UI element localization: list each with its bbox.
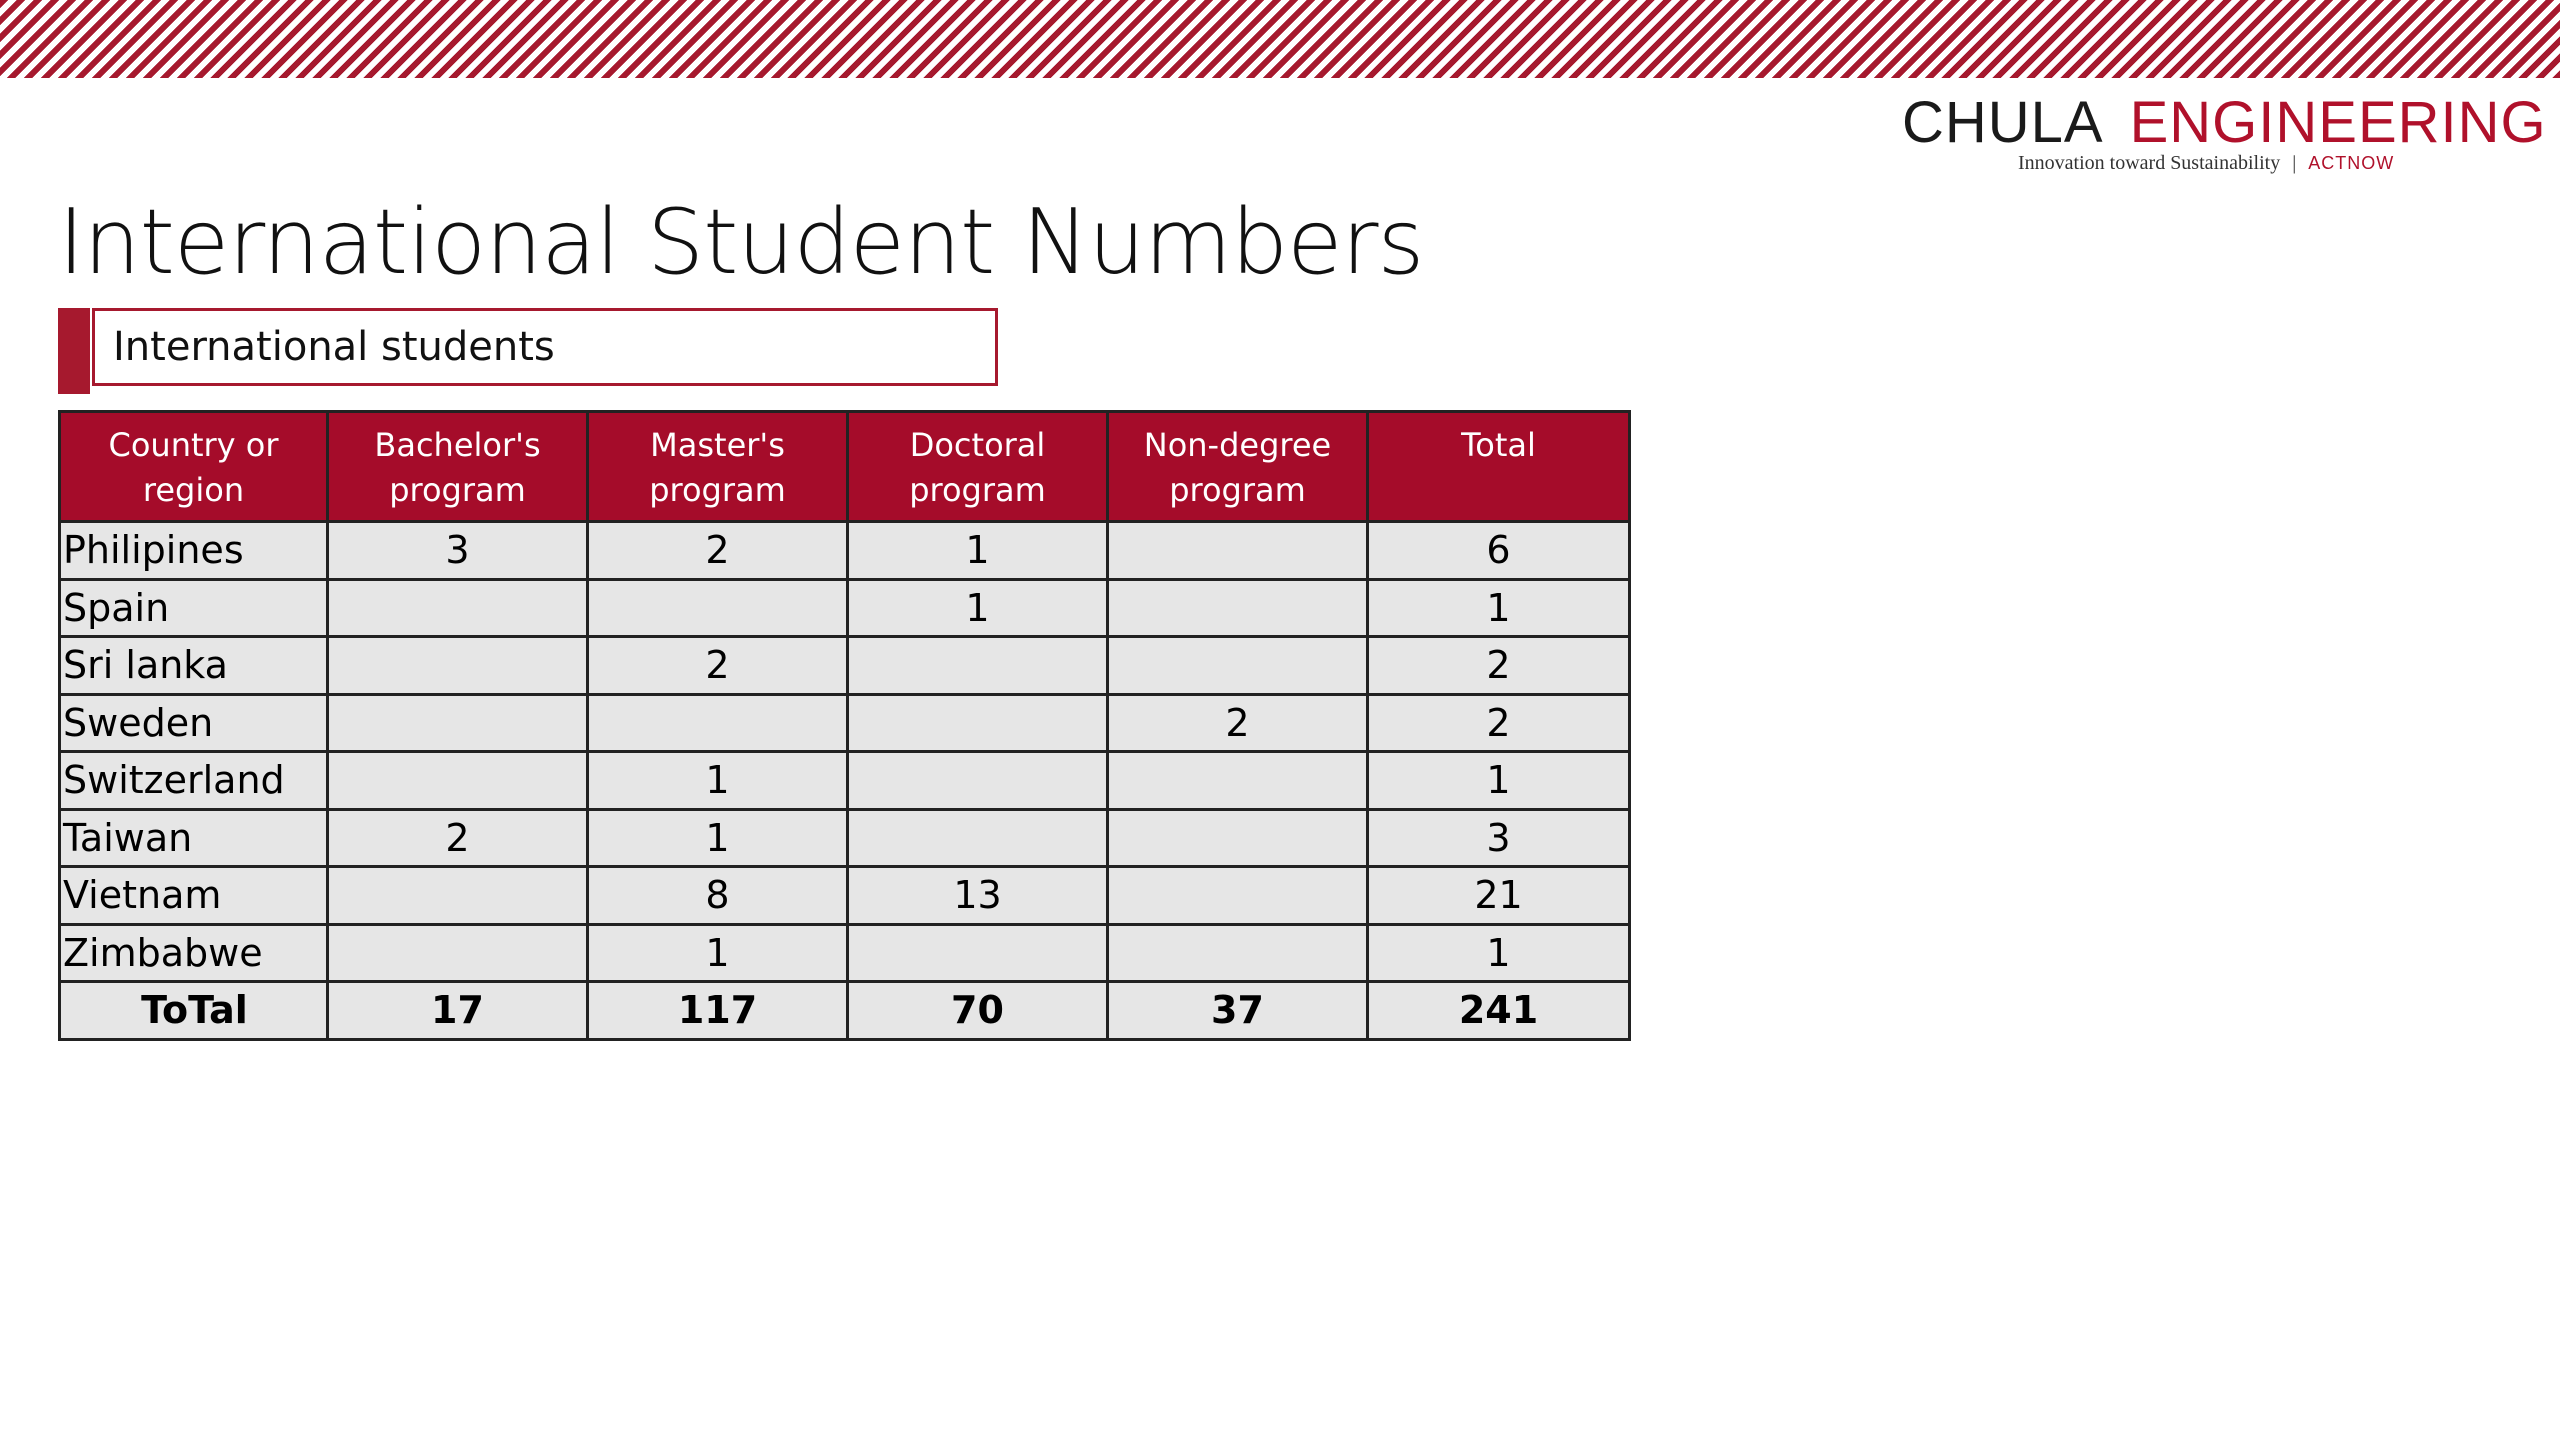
- table-row: [60, 694, 1630, 752]
- table-row: [60, 867, 1630, 925]
- cell-nondegree: [1108, 579, 1368, 637]
- cell-nondegree: [1108, 522, 1368, 580]
- subheading-accent-bar: [58, 308, 90, 394]
- table-header: [60, 412, 1630, 522]
- table-total-row: [60, 982, 1630, 1040]
- cell-bachelor: [328, 752, 588, 810]
- cell-master: 2: [588, 637, 848, 695]
- cell-total-nondegree: 37: [1108, 982, 1368, 1040]
- logo-chula-text: CHULA: [1902, 90, 2104, 155]
- chula-engineering-logo: [1890, 88, 2550, 188]
- subheading-text: International students: [113, 324, 555, 370]
- cell-total: 1: [1368, 579, 1630, 637]
- cell-country: Sri lanka: [60, 637, 328, 695]
- cell-grand-total: 241: [1368, 982, 1630, 1040]
- cell-total: 1: [1368, 924, 1630, 982]
- column-header-total: Total: [1368, 412, 1630, 522]
- cell-total: 2: [1368, 694, 1630, 752]
- table-body: [60, 522, 1630, 1040]
- cell-bachelor: [328, 867, 588, 925]
- column-header-master: Master's program: [588, 412, 848, 522]
- cell-master: 8: [588, 867, 848, 925]
- cell-total: 2: [1368, 637, 1630, 695]
- cell-total: 21: [1368, 867, 1630, 925]
- cell-doctoral: [848, 809, 1108, 867]
- table-row: [60, 752, 1630, 810]
- cell-master: [588, 579, 848, 637]
- cell-doctoral: 13: [848, 867, 1108, 925]
- cell-total: 6: [1368, 522, 1630, 580]
- table-row: [60, 809, 1630, 867]
- cell-bachelor: [328, 924, 588, 982]
- cell-nondegree: [1108, 924, 1368, 982]
- cell-bachelor: [328, 579, 588, 637]
- cell-nondegree: 2: [1108, 694, 1368, 752]
- cell-master: [588, 694, 848, 752]
- tagline-text: Innovation toward Sustainability: [2018, 152, 2281, 174]
- cell-doctoral: [848, 752, 1108, 810]
- cell-nondegree: [1108, 637, 1368, 695]
- cell-country: Philipines: [60, 522, 328, 580]
- cell-doctoral: [848, 924, 1108, 982]
- subheading-box: [92, 308, 998, 386]
- cell-country: Zimbabwe: [60, 924, 328, 982]
- cell-bachelor: 3: [328, 522, 588, 580]
- table-row: [60, 637, 1630, 695]
- cell-total-doctoral: 70: [848, 982, 1108, 1040]
- cell-country: Switzerland: [60, 752, 328, 810]
- cell-bachelor: 2: [328, 809, 588, 867]
- cell-nondegree: [1108, 752, 1368, 810]
- cell-doctoral: [848, 637, 1108, 695]
- cell-master: 1: [588, 924, 848, 982]
- cell-country: Sweden: [60, 694, 328, 752]
- cell-doctoral: 1: [848, 522, 1108, 580]
- decorative-stripe-band: [0, 0, 2560, 78]
- cell-master: 1: [588, 809, 848, 867]
- student-numbers-table: [58, 410, 1631, 1041]
- column-header-country: Country or region: [60, 412, 328, 522]
- column-header-bachelor: Bachelor's program: [328, 412, 588, 522]
- table-header-row: [60, 412, 1630, 522]
- cell-country: Vietnam: [60, 867, 328, 925]
- cell-master: 2: [588, 522, 848, 580]
- cell-total-label: ToTal: [60, 982, 328, 1040]
- table-row: [60, 579, 1630, 637]
- page-title: International Student Numbers: [58, 190, 1424, 295]
- cell-master: 1: [588, 752, 848, 810]
- cell-total: 1: [1368, 752, 1630, 810]
- table-row: [60, 924, 1630, 982]
- column-header-doctoral: Doctoral program: [848, 412, 1108, 522]
- cell-total: 3: [1368, 809, 1630, 867]
- tagline-separator: |: [2292, 152, 2297, 174]
- cell-country: Spain: [60, 579, 328, 637]
- column-header-nondegree: Non-degree program: [1108, 412, 1368, 522]
- cell-bachelor: [328, 694, 588, 752]
- cell-total-master: 117: [588, 982, 848, 1040]
- cell-total-bachelor: 17: [328, 982, 588, 1040]
- logo-tagline: [2018, 152, 2394, 175]
- cell-nondegree: [1108, 867, 1368, 925]
- cell-doctoral: 1: [848, 579, 1108, 637]
- cell-doctoral: [848, 694, 1108, 752]
- table-row: [60, 522, 1630, 580]
- logo-engineering-text: ENGINEERING: [2129, 90, 2547, 155]
- cell-nondegree: [1108, 809, 1368, 867]
- cell-bachelor: [328, 637, 588, 695]
- cell-country: Taiwan: [60, 809, 328, 867]
- act-now-text: ACTNOW: [2308, 153, 2395, 173]
- logo-wordmark: [1902, 88, 2547, 158]
